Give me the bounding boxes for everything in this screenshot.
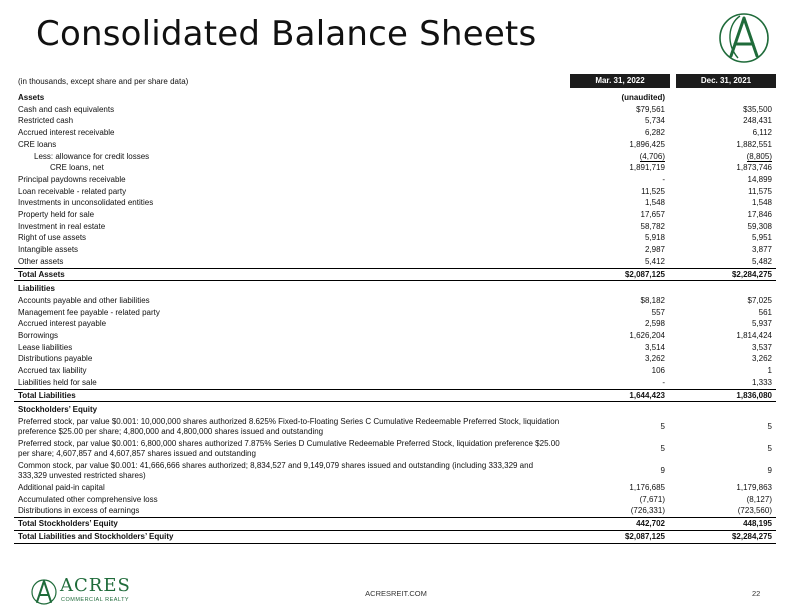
footer-logo-word: ACRES — [60, 575, 131, 596]
row-label: Liabilities — [18, 284, 55, 294]
cell-value: 6,112 — [752, 128, 772, 138]
cell-value: 9 — [660, 466, 665, 476]
cell-value: 1,333 — [751, 377, 772, 387]
value-mar-2022 — [568, 162, 669, 174]
value-mar-2022 — [568, 389, 669, 402]
value-dec-2021 — [675, 353, 776, 365]
cell-value: (unaudited) — [621, 93, 665, 102]
cell-value: $7,025 — [747, 295, 772, 305]
row-label: Other assets — [18, 256, 64, 266]
table-row — [14, 127, 776, 139]
table-row — [14, 256, 776, 268]
row-label: Borrowings — [18, 331, 59, 341]
value-mar-2022 — [568, 438, 669, 460]
cell-value: 9 — [767, 466, 772, 476]
value-mar-2022 — [568, 318, 669, 330]
table-row — [14, 342, 776, 354]
value-mar-2022 — [568, 209, 669, 221]
value-mar-2022 — [568, 460, 669, 482]
table-row — [14, 353, 776, 365]
cell-value: 5 — [660, 444, 665, 454]
cell-value: 2,598 — [644, 319, 665, 329]
row-label: Total Assets — [14, 268, 568, 281]
value-mar-2022 — [568, 307, 669, 319]
row-label: Total Liabilities — [14, 389, 568, 402]
table-row — [14, 221, 776, 233]
table-row — [14, 244, 776, 256]
row-label: Preferred stock, par value $0.001: 10,000,000 shares authorized 8.625% Fixed-to-Floating Series C Cumulative Redeemable Preferred Stock, liquidation preference $25.00 per share; 4,800,000 and 4,800,000 shares issued and outstanding — [18, 416, 560, 436]
row-label: Property held for sale — [18, 210, 95, 220]
value-dec-2021 — [675, 318, 776, 330]
value-mar-2022 — [568, 530, 669, 543]
table-row — [14, 281, 776, 295]
cell-value: 1,873,746 — [736, 163, 772, 173]
row-label: Preferred stock, par value $0.001: 6,800,000 shares authorized 7.875% Series D Cumulative Redeemable Preferred Stock, liquidation preference $25.00 per share; 4,607,857 and 4,607,857 shares issued and outstanding — [18, 438, 560, 458]
table-row — [14, 151, 776, 163]
value-dec-2021 — [675, 139, 776, 151]
table-row — [14, 460, 776, 482]
units-note: (in thousands, except share and per share data) — [18, 77, 189, 86]
cell-value: 1,179,863 — [736, 482, 772, 492]
column-header-dec-2021: Dec. 31, 2021 — [676, 74, 776, 88]
table-row — [14, 365, 776, 377]
value-mar-2022 — [568, 494, 669, 506]
value-mar-2022 — [568, 295, 669, 307]
acres-logo-icon — [716, 10, 772, 66]
value-dec-2021 — [675, 518, 776, 531]
table-row — [14, 232, 776, 244]
row-label: Accumulated other comprehensive loss — [18, 494, 158, 504]
value-dec-2021 — [675, 174, 776, 186]
page-number: 22 — [752, 589, 761, 598]
row-label: Management fee payable - related party — [18, 307, 160, 317]
table-row — [14, 197, 776, 209]
value-mar-2022 — [568, 330, 669, 342]
table-row — [14, 482, 776, 494]
value-mar-2022 — [568, 90, 669, 104]
cell-value: 248,431 — [743, 116, 772, 126]
cell-value: 1,548 — [644, 198, 665, 208]
cell-value: 3,262 — [644, 354, 665, 364]
cell-value: 561 — [758, 307, 772, 317]
cell-value: 1 — [767, 366, 772, 376]
cell-value: 5,734 — [644, 116, 665, 126]
cell-value: $35,500 — [743, 104, 772, 114]
value-dec-2021 — [675, 244, 776, 256]
table-row — [14, 416, 776, 438]
cell-value: 5 — [767, 422, 772, 432]
cell-value: 442,702 — [636, 519, 665, 529]
value-mar-2022 — [568, 186, 669, 198]
row-label: CRE loans — [18, 139, 57, 149]
cell-value: 5,918 — [644, 233, 665, 243]
cell-value: 5 — [660, 422, 665, 432]
cell-value: 5 — [767, 444, 772, 454]
cell-value: 3,514 — [644, 342, 665, 352]
cell-value: $2,284,275 — [731, 269, 772, 279]
table-row — [14, 318, 776, 330]
cell-value: 1,882,551 — [736, 139, 772, 149]
value-mar-2022 — [568, 104, 669, 116]
cell-value: 17,846 — [747, 210, 772, 220]
value-mar-2022 — [568, 402, 669, 416]
table-row — [14, 115, 776, 127]
table-row — [14, 209, 776, 221]
cell-value: 5,937 — [751, 319, 772, 329]
value-dec-2021 — [675, 402, 776, 416]
value-dec-2021 — [675, 186, 776, 198]
value-mar-2022 — [568, 244, 669, 256]
value-dec-2021 — [675, 365, 776, 377]
table-row — [14, 90, 776, 104]
cell-value: 3,537 — [751, 342, 772, 352]
cell-value: 1,836,080 — [736, 390, 772, 400]
row-label: Loan receivable - related party — [18, 186, 127, 196]
cell-value: 1,626,204 — [629, 331, 665, 341]
column-header-row — [14, 74, 776, 88]
value-mar-2022 — [568, 115, 669, 127]
table-row — [14, 186, 776, 198]
table-row — [14, 104, 776, 116]
value-dec-2021 — [675, 438, 776, 460]
table-row — [14, 295, 776, 307]
value-mar-2022 — [568, 365, 669, 377]
cell-value: 1,814,424 — [736, 331, 772, 341]
table-row — [14, 330, 776, 342]
cell-value: (726,331) — [630, 506, 665, 516]
cell-value: (4,706) — [639, 151, 665, 161]
value-mar-2022 — [568, 151, 669, 163]
value-mar-2022 — [568, 197, 669, 209]
cell-value: (8,127) — [746, 494, 772, 504]
value-dec-2021 — [675, 389, 776, 402]
value-mar-2022 — [568, 127, 669, 139]
row-label: Accrued interest payable — [18, 319, 107, 329]
value-mar-2022 — [568, 139, 669, 151]
cell-value: 58,782 — [640, 221, 665, 231]
value-dec-2021 — [675, 416, 776, 438]
cell-value: 106 — [651, 366, 665, 376]
cell-value: 1,176,685 — [629, 482, 665, 492]
value-dec-2021 — [675, 90, 776, 104]
balance-sheet-table — [14, 90, 776, 544]
cell-value: 1,548 — [751, 198, 772, 208]
row-label: Distributions payable — [18, 354, 93, 364]
value-dec-2021 — [675, 162, 776, 174]
cell-value: $2,087,125 — [624, 531, 665, 541]
value-dec-2021 — [675, 295, 776, 307]
cell-value: $79,561 — [636, 104, 665, 114]
value-dec-2021 — [675, 505, 776, 517]
value-dec-2021 — [675, 342, 776, 354]
value-mar-2022 — [568, 377, 669, 389]
value-dec-2021 — [675, 330, 776, 342]
cell-value: 1,896,425 — [629, 139, 665, 149]
cell-value: (8,805) — [746, 151, 772, 161]
row-label: Right of use assets — [18, 233, 87, 243]
value-mar-2022 — [568, 268, 669, 281]
table-row — [14, 174, 776, 186]
cell-value: 5,951 — [751, 233, 772, 243]
cell-value: $2,284,275 — [731, 531, 772, 541]
value-dec-2021 — [675, 151, 776, 163]
row-label: Total Liabilities and Stockholders’ Equity — [14, 530, 568, 543]
value-mar-2022 — [568, 518, 669, 531]
value-mar-2022 — [568, 482, 669, 494]
table-row — [14, 268, 776, 281]
cell-value: - — [662, 174, 665, 184]
value-mar-2022 — [568, 353, 669, 365]
value-mar-2022 — [568, 232, 669, 244]
row-label: Accrued interest receivable — [18, 128, 115, 138]
cell-value: 5,412 — [644, 256, 665, 266]
column-header-mar-2022: Mar. 31, 2022 — [570, 74, 670, 88]
row-label: Restricted cash — [18, 116, 74, 126]
row-label: Less: allowance for credit losses — [34, 151, 150, 161]
table-row — [14, 505, 776, 517]
row-label: CRE loans, net — [50, 163, 104, 173]
table-row — [14, 139, 776, 151]
cell-value: 14,899 — [747, 174, 772, 184]
table-row — [14, 402, 776, 416]
row-label: Distributions in excess of earnings — [18, 506, 140, 516]
value-dec-2021 — [675, 268, 776, 281]
row-label: Cash and cash equivalents — [18, 104, 115, 114]
footer-website[interactable]: ACRESREIT.COM — [365, 589, 427, 598]
cell-value: 5,482 — [751, 256, 772, 266]
value-mar-2022 — [568, 174, 669, 186]
table-row — [14, 389, 776, 402]
row-label: Intangible assets — [18, 245, 79, 255]
row-label: Assets — [18, 93, 45, 102]
row-label: Accounts payable and other liabilities — [18, 295, 150, 305]
value-dec-2021 — [675, 377, 776, 389]
cell-value: (723,560) — [737, 506, 772, 516]
row-label: Additional paid-in capital — [18, 482, 105, 492]
value-dec-2021 — [675, 281, 776, 295]
value-dec-2021 — [675, 104, 776, 116]
page-title: Consolidated Balance Sheets — [36, 14, 537, 54]
table-row — [14, 494, 776, 506]
value-dec-2021 — [675, 127, 776, 139]
row-label: Lease liabilities — [18, 342, 73, 352]
cell-value: (7,671) — [639, 494, 665, 504]
row-label: Stockholders’ Equity — [18, 405, 98, 415]
value-dec-2021 — [675, 232, 776, 244]
table-row — [14, 377, 776, 389]
footer-logo-sub: COMMERCIAL REALTY — [61, 597, 130, 603]
row-label: Liabilities held for sale — [18, 377, 97, 387]
cell-value: $8,182 — [640, 295, 665, 305]
row-label: Common stock, par value $0.001: 41,666,666 shares authorized; 8,834,527 and 9,149,079 shares issued and outstanding (including 333,329 and 333,329 unvested restricted shares) — [18, 460, 534, 480]
value-dec-2021 — [675, 530, 776, 543]
table-row — [14, 438, 776, 460]
cell-value: 2,987 — [644, 245, 665, 255]
value-mar-2022 — [568, 256, 669, 268]
value-dec-2021 — [675, 256, 776, 268]
value-dec-2021 — [675, 460, 776, 482]
cell-value: 59,308 — [747, 221, 772, 231]
cell-value: 11,525 — [641, 186, 665, 196]
cell-value: 11,575 — [748, 186, 772, 196]
value-mar-2022 — [568, 281, 669, 295]
value-mar-2022 — [568, 342, 669, 354]
cell-value: - — [662, 377, 665, 387]
cell-value: 1,891,719 — [629, 163, 665, 173]
row-label: Investments in unconsolidated entities — [18, 198, 154, 208]
table-row — [14, 162, 776, 174]
cell-value: 1,644,423 — [629, 390, 665, 400]
cell-value: $2,087,125 — [624, 269, 665, 279]
cell-value: 3,877 — [751, 245, 772, 255]
value-mar-2022 — [568, 221, 669, 233]
value-dec-2021 — [675, 494, 776, 506]
value-dec-2021 — [675, 209, 776, 221]
table-row — [14, 307, 776, 319]
cell-value: 3,262 — [751, 354, 772, 364]
table-row — [14, 518, 776, 531]
value-dec-2021 — [675, 221, 776, 233]
value-dec-2021 — [675, 307, 776, 319]
cell-value: 557 — [651, 307, 665, 317]
cell-value: 6,282 — [644, 128, 665, 138]
value-dec-2021 — [675, 115, 776, 127]
cell-value: 448,195 — [743, 519, 772, 529]
value-mar-2022 — [568, 505, 669, 517]
cell-value: 17,657 — [640, 210, 665, 220]
value-dec-2021 — [675, 482, 776, 494]
row-label: Total Stockholders’ Equity — [14, 518, 568, 531]
row-label: Principal paydowns receivable — [18, 174, 126, 184]
value-mar-2022 — [568, 416, 669, 438]
row-label: Investment in real estate — [18, 221, 106, 231]
table-row — [14, 530, 776, 543]
row-label: Accrued tax liability — [18, 366, 87, 376]
value-dec-2021 — [675, 197, 776, 209]
